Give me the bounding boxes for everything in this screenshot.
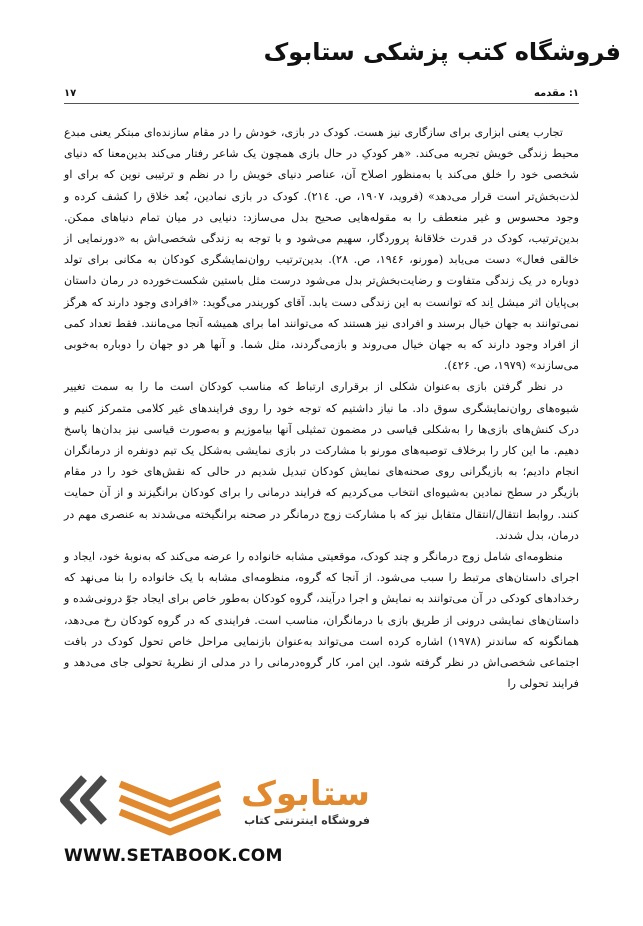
running-header (64, 88, 579, 104)
book-stack-icon (60, 770, 240, 840)
chapter-label: ۱: مقدمه (533, 88, 579, 99)
logo-tagline: فروشگاه اینترنتی کتاب (244, 814, 370, 827)
paragraph: در نظر گرفتن بازی به‌عنوان شکلی از برقراری ارتباط که مناسب کودکان است ما را به سمت تغییر شیوه‌های روان‌نمایشگری سوق داد. ما نیاز داشتیم که توجه خود را روی فرایندهای غیر کلامی متمرکز کنیم و درک کنش‌های بازی‌ها را به‌شکلی قیاسی در مضمون تمثیلی آنها بیاموزیم و به‌صورت قیاسی نیز بدان‌ها پاسخ دهیم. ما این کار را برخلاف توصیه‌های مورنو با مشارکت در بازی نمایشی به‌شکل یک تیم دونفره از درمانگران انجام دادیم؛ به بازیگرانی روی صحنه‌های نمایش کودکان تبدیل شدیم در حالی که نقش‌های خود را در مقام بازیگر در سطح نمادین به‌شیوه‌ای انتخاب می‌کردیم که فرایند درمانی را برای کودکان برانگیزند و از آن حمایت کنند. روابط انتقال/انتقال متقابل نیز که با مشارکت زوج درمانگر در صحنه برانگیخته می‌شدند به عنصری مهم در درمان، بدل شدند. (64, 380, 579, 542)
site-title: فروشگاه کتب پزشکی ستابوک (263, 38, 621, 66)
website-url: WWW.SETABOOK.COM (64, 846, 283, 866)
paragraph: منظومه‌ای شامل زوج درمانگر و چند کودک، موقعیتی مشابه خانواده را عرضه می‌کند که به‌نوبهٔ خود، ایجاد و اجرای داستان‌های مرتبط را سبب می‌شود. از آنجا که گروه، منظومه‌ای مشابه با یک خانواده را بنا می‌نهد که رخدادهای کودکی در آن می‌توانند به نمایش و اجرا درآیند، گروه کودکان به‌طور خاص برای ایجاد جوّ درونی‌شده و داستان‌های نمایشی درونی از طریق بازی با درمانگران، مناسب است. فرایندی که در گروه کودکان رخ می‌دهد، همانگونه که ساندنر (۱۹۷۸) اشاره کرده است می‌تواند به‌عنوان بازنمایی مراحل خاص تحول کودک در بافت اجتماعی شخصی‌اش در نظر گرفته شود. این امر، کار گروه‌درمانی را در مدلی از نظریهٔ تحولی جای می‌دهد و فرایند تحولی را (64, 550, 579, 691)
logo-wordmark: ستابوک (241, 774, 370, 814)
setabook-logo (60, 770, 370, 840)
page-number: ۱۷ (64, 88, 77, 99)
paragraph: تجارب یعنی ابزاری برای سازگاری نیز هست. کودک در بازی، خودش را در مقام سازنده‌ای مبتکر یعنی مبدع محیط زندگی خویش تجربه می‌کند. «هر کودکِ در حال بازی همچون یک شاعر رفتار می‌کند بدین‌معنا که دنیای شخصی خود را خلق می‌کند یا به‌منظور اصلاح آن، عناصر دنیای خویش را در نظم و ترتیبی نوین که برای او لذت‌بخش‌تر است قرار می‌دهد» (فروید، ۱۹۰۷، ص. ۲۱٤). کودک در بازی نمادین، بُعد خلاق را کشف کرده و وجود محسوس و غیر منعطف را به مقوله‌هایی صحیح بدل می‌سازد: دنیایی در میان تمام دنیاهای ممکن. بدین‌ترتیب، کودک در قدرت خلاقانهٔ پروردگار، سهیم می‌شود و با توجه به زندگی شخصی‌اش به «دورنمایی از خالقی فعال» دست می‌یابد (مورنو، ۱۹٤۶، ص. ۲۸). بدین‌ترتیب روان‌نمایشگری کودکان به مکانی برای تولد دوباره در یک زندگی متفاوت و رضایت‌بخش‌تر بدل می‌شود درست مثل باستین شکست‌خورده در رمان داستان بی‌پایان اثر میشل اِند که توانست به این زندگی دست یابد. آقای کوریندر می‌گوید: «افرادی وجود دارند که هرگز نمی‌توانند به جهان خیال برسند و افرادی نیز هستند که می‌توانند اما برای همیشه آنجا می‌مانند. فقط تعداد کمی از افراد وجود دارند که به جهان خیال می‌روند و بازمی‌گردند، مثل شما. و آنها هر دو جهان را دوباره به‌خوبی می‌سازند» (۱۹۷۹، ص. ٤۲۶). (64, 126, 579, 373)
body-text (64, 122, 579, 694)
